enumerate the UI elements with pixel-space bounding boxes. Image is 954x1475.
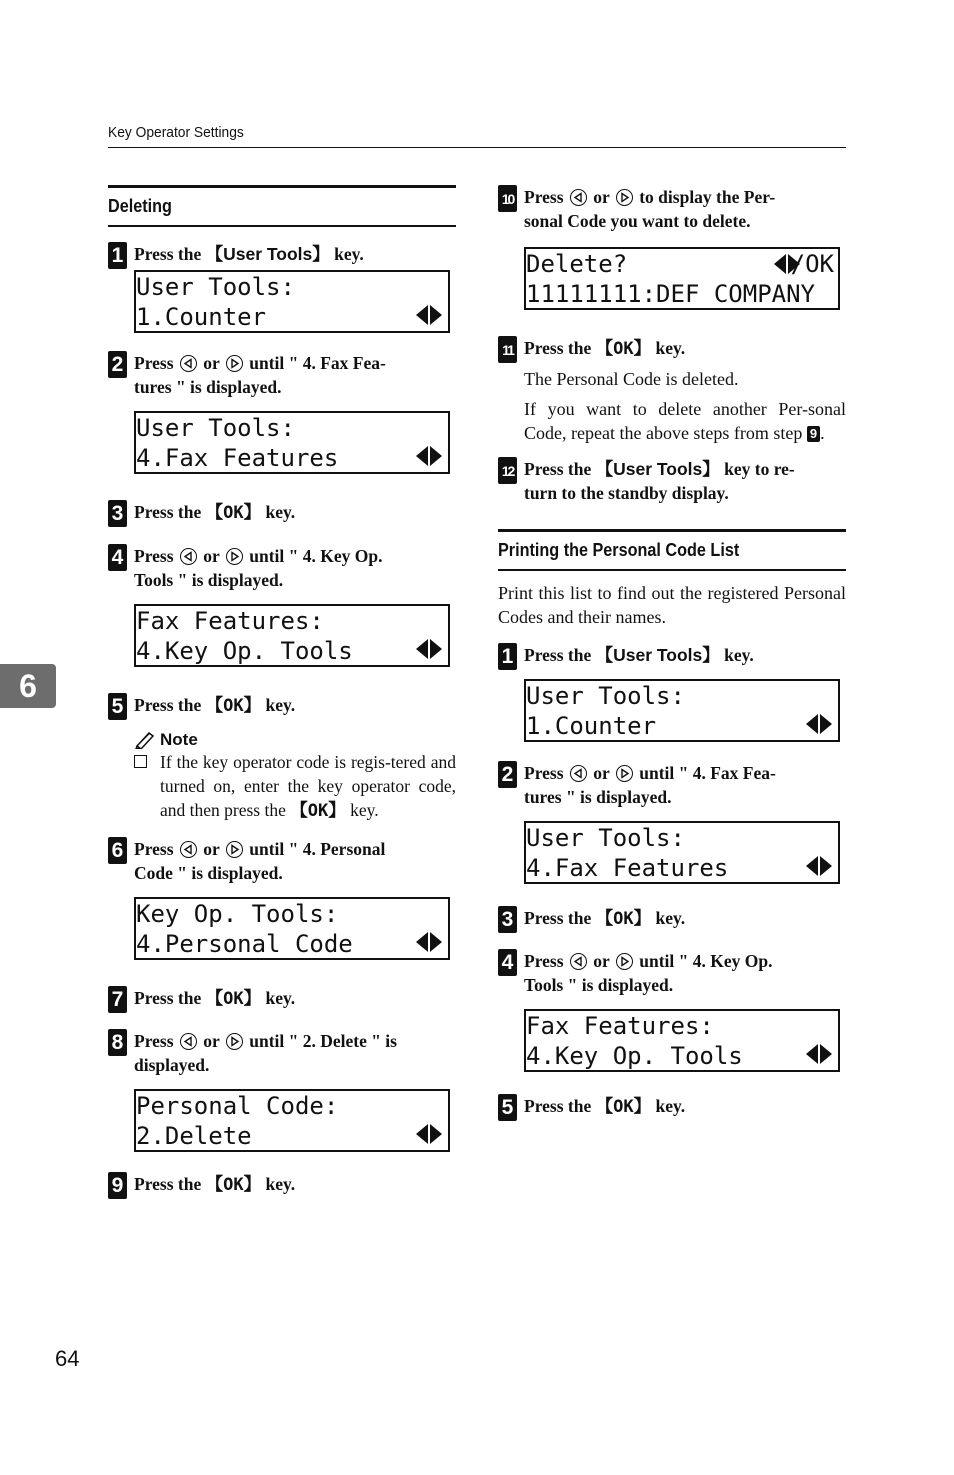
lcd-line-2: 4.Fax Features xyxy=(136,444,339,472)
lcd-line-2: 1.Counter xyxy=(526,712,657,740)
print-step-1: 1 Press the 【User Tools】 key. xyxy=(498,643,846,667)
step-number-badge-icon: 3 xyxy=(108,500,127,527)
lcd-display xyxy=(134,1089,450,1152)
lcd-display xyxy=(524,1009,840,1072)
left-right-arrows-icon xyxy=(416,639,442,659)
ok-key: OK xyxy=(223,696,244,716)
note-heading: Note xyxy=(134,730,456,750)
lcd-line-2: 4.Personal Code xyxy=(136,930,353,958)
step-number-badge-icon: 3 xyxy=(498,906,517,933)
lcd-display xyxy=(134,270,450,333)
step-5: 5 Press the 【OK】 key. xyxy=(108,693,456,718)
print-step-5: 5 Press the 【OK】 key. xyxy=(498,1094,846,1119)
print-step-4: 4 Press or until " 4. Key Op. Tools " is displayed. xyxy=(498,949,846,997)
step-number-badge-icon: 2 xyxy=(108,351,127,378)
lcd-line-2: 11111111:DEF COMPANY xyxy=(526,280,815,308)
lcd-line-1: User Tools: xyxy=(526,682,685,710)
step-number-badge-icon: 7 xyxy=(108,986,127,1013)
right-arrow-key-icon xyxy=(226,841,243,858)
lcd-line-1: Fax Features: xyxy=(526,1012,714,1040)
user-tools-key: User Tools xyxy=(223,244,313,264)
step-10: 10 Press or to display the Per- sonal Code you want to delete. xyxy=(498,185,846,233)
lcd-display xyxy=(134,897,450,960)
ok-key: OK xyxy=(307,801,329,821)
step-12: 12 Press the 【User Tools】 key to re- turn to the standby display. xyxy=(498,457,846,505)
lcd-line-1: User Tools: xyxy=(136,414,295,442)
step-number-badge-icon: 8 xyxy=(108,1029,127,1056)
header-title: Key Operator Settings xyxy=(108,124,244,141)
lcd-display xyxy=(134,604,450,667)
lcd-display xyxy=(134,411,450,474)
left-right-arrows-icon xyxy=(806,856,832,876)
left-arrow-key-icon xyxy=(180,1033,197,1050)
step-3: 3 Press the 【OK】 key. xyxy=(108,500,456,525)
header-rule xyxy=(108,147,846,148)
lcd-line-1: Fax Features: xyxy=(136,607,324,635)
left-arrow-key-icon xyxy=(180,355,197,372)
step-number-badge-icon: 2 xyxy=(498,761,517,788)
note-item: If the key operator code is regis-tered and turned on, enter the key operator code, and then press the 【OK】 key. xyxy=(134,750,456,823)
right-arrow-key-icon xyxy=(226,1033,243,1050)
step-8: 8 Press or until " 2. Delete " is displayed. xyxy=(108,1029,456,1077)
lcd-line-1: Delete? xyxy=(526,250,628,278)
lcd-ok-label: /OK xyxy=(790,250,834,278)
step-7: 7 Press the 【OK】 key. xyxy=(108,986,456,1011)
lcd-line-1: User Tools: xyxy=(136,273,295,301)
left-arrow-key-icon xyxy=(570,953,587,970)
lcd-display xyxy=(524,821,840,884)
section-heading-deleting: Deleting xyxy=(108,185,456,227)
lcd-display xyxy=(524,679,840,742)
lcd-line-1: Personal Code: xyxy=(136,1092,339,1120)
step-11-hint: If you want to delete another Per-sonal Code, repeat the above steps from step 9 . xyxy=(524,399,846,443)
lcd-line-1: Key Op. Tools: xyxy=(136,900,339,928)
chapter-tab: 6 xyxy=(0,664,56,708)
left-right-arrows-icon xyxy=(416,932,442,952)
step-number-badge-icon: 11 xyxy=(498,336,517,363)
step-1: 1 Press the 【User Tools】 key. xyxy=(108,242,456,266)
step-11: 11 Press the 【OK】 key. xyxy=(498,336,846,361)
step-6: 6 Press or until " 4. Personal Code " is displayed. xyxy=(108,837,456,885)
print-step-2: 2 Press or until " 4. Fax Fea- tures " is displayed. xyxy=(498,761,846,809)
lcd-display xyxy=(524,247,840,310)
print-step-3: 3 Press the 【OK】 key. xyxy=(498,906,846,931)
left-right-arrows-icon xyxy=(416,305,442,325)
ok-key: OK xyxy=(613,909,634,929)
left-arrow-key-icon xyxy=(180,841,197,858)
right-arrow-key-icon xyxy=(226,548,243,565)
step-11-result: The Personal Code is deleted. xyxy=(524,369,739,389)
lcd-line-2: 4.Fax Features xyxy=(526,854,729,882)
ok-key: OK xyxy=(223,503,244,523)
right-arrow-key-icon xyxy=(616,189,633,206)
left-right-arrows-icon xyxy=(806,714,832,734)
right-arrow-key-icon xyxy=(616,953,633,970)
step-9: 9 Press the 【OK】 key. xyxy=(108,1172,456,1197)
ok-key: OK xyxy=(223,989,244,1009)
left-arrow-key-icon xyxy=(570,765,587,782)
note-pencil-icon xyxy=(134,731,156,749)
step-number-badge-icon: 6 xyxy=(108,837,127,864)
section-heading-printing: Printing the Personal Code List xyxy=(498,529,846,571)
step-number-badge-icon: 1 xyxy=(498,643,517,670)
step-number-badge-icon: 12 xyxy=(498,457,517,484)
lcd-line-1: User Tools: xyxy=(526,824,685,852)
step-4: 4 Press or until " 4. Key Op. Tools " is displayed. xyxy=(108,544,456,592)
deleting-section xyxy=(108,185,456,1197)
step-2: 2 Press or until " 4. Fax Fea- tures " is displayed. xyxy=(108,351,456,399)
ok-key: OK xyxy=(223,1175,244,1195)
left-arrow-key-icon xyxy=(180,548,197,565)
ok-key: OK xyxy=(613,1097,634,1117)
left-arrow-key-icon xyxy=(570,189,587,206)
right-arrow-key-icon xyxy=(226,355,243,372)
lcd-line-2: 1.Counter xyxy=(136,303,267,331)
user-tools-key: User Tools xyxy=(613,459,703,479)
step-number-badge-icon: 1 xyxy=(108,242,127,269)
lcd-line-2: 2.Delete xyxy=(136,1122,252,1150)
step-number-badge-icon: 5 xyxy=(498,1094,517,1121)
printing-intro: Print this list to find out the registered Personal Codes and their names. xyxy=(498,583,846,627)
left-right-arrows-icon xyxy=(416,1124,442,1144)
right-arrow-key-icon xyxy=(616,765,633,782)
user-tools-key: User Tools xyxy=(613,645,703,665)
ok-key: OK xyxy=(613,339,634,359)
deleting-continued xyxy=(498,185,846,1119)
step-reference-badge-icon: 9 xyxy=(807,426,820,442)
lcd-line-2: 4.Key Op. Tools xyxy=(526,1042,743,1070)
step-number-badge-icon: 9 xyxy=(108,1172,127,1199)
step-number-badge-icon: 5 xyxy=(108,693,127,720)
left-right-arrows-icon xyxy=(416,446,442,466)
checkbox-bullet-icon xyxy=(134,755,147,768)
step-number-badge-icon: 10 xyxy=(498,185,517,212)
step-number-badge-icon: 4 xyxy=(498,949,517,976)
step-number-badge-icon: 4 xyxy=(108,544,127,571)
left-right-arrows-icon xyxy=(806,1044,832,1064)
lcd-line-2: 4.Key Op. Tools xyxy=(136,637,353,665)
page-number: 64 xyxy=(55,1346,80,1371)
